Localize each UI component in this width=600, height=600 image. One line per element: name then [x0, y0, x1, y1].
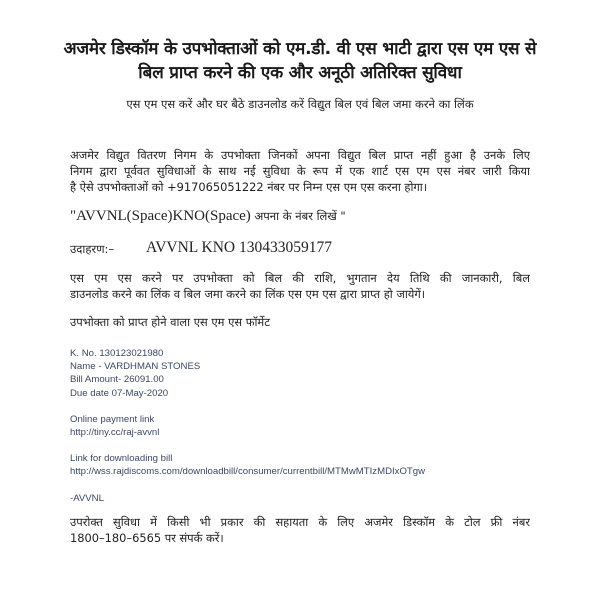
page-subtitle: एस एम एस करें और घर बैठे डाउनलोड करें विद्युत बिल एवं बिल जमा करने का लिंक — [126, 97, 474, 111]
payment-link[interactable]: http://tiny.cc/raj-avvnl — [70, 427, 160, 439]
sms-signature: -AVVNL — [70, 492, 104, 504]
open-quote: " — [70, 208, 77, 224]
page-title-line-1: अजमेर डिस्कॉम के उपभोक्ताओं को एम.डी. वी एस भाटी द्वारा एस एम एस से — [63, 39, 537, 59]
intro-paragraph — [70, 147, 530, 195]
footer-paragraph — [70, 514, 530, 546]
due-date: Due date 07-May-2020 — [70, 387, 169, 399]
format-heading: उपभोक्ता को प्राप्त होने वाला एस एम एस फॉर्मेट — [70, 315, 270, 329]
intro-line: अजमेर विद्युत वितरण निगम के उपभोक्ता जिनकों अपना विद्युत बिल प्राप्त नहीं हुआ है उनके लिए — [70, 148, 530, 162]
consumer-name: Name - VARDHMAN STONES — [70, 361, 201, 373]
sms-format-text: अपना के नंबर लिखें — [250, 209, 341, 223]
download-link-label: Link for downloading bill — [70, 453, 173, 465]
example-line — [70, 239, 332, 257]
sms-format-code: AVVNL(Space)KNO(Space) — [76, 208, 251, 224]
close-quote: " — [340, 209, 346, 223]
download-link[interactable]: http://wss.rajdiscoms.com/downloadbill/consumer/currentbill/MTMwMTIzMDIxOTgw — [70, 466, 426, 478]
footer-line: 1800–180–6565 पर संपर्क करें। — [70, 531, 224, 545]
example-label: उदाहरण:– — [70, 242, 115, 256]
result-line: एस एम एस करने पर उपभोक्ता को बिल की राशि, भुगतान देय तिथि की जानकारी, बिल — [70, 271, 530, 285]
example-code: AVVNL KNO 130433059177 — [146, 239, 332, 256]
result-line: डाउनलोड करने का लिंक व बिल जमा करने का लिंक एस एम एस द्वारा प्राप्त हो जायेगें। — [70, 287, 426, 301]
payment-link-label: Online payment link — [70, 413, 155, 425]
sms-format-instruction — [70, 208, 346, 225]
page-title-line-2: बिल प्राप्त करने की एक और अनूठी अतिरिक्त सुविधा — [138, 63, 462, 83]
intro-line: है ऐसे उपभोक्ताओं को +917065051222 नंबर पर निम्न एस एम एस करना होगा। — [70, 180, 428, 194]
footer-line: उपरोक्त सुविधा में किसी भी प्रकार की सहायता के लिए अजमेर डिस्कॉम के टोल फ्री नंबर — [70, 515, 530, 529]
intro-line: निगम द्वारा पूर्ववत सुविधाओं के साथ नई सुविधा के रूप में एक शार्ट एस एम एस नंबर जारी किया — [70, 164, 530, 178]
k-no: K. No. 130123021980 — [70, 348, 164, 359]
sample-sms-block — [70, 347, 425, 505]
bill-amount: Bill Amount- 26091.00 — [70, 374, 164, 386]
result-paragraph — [70, 270, 530, 302]
